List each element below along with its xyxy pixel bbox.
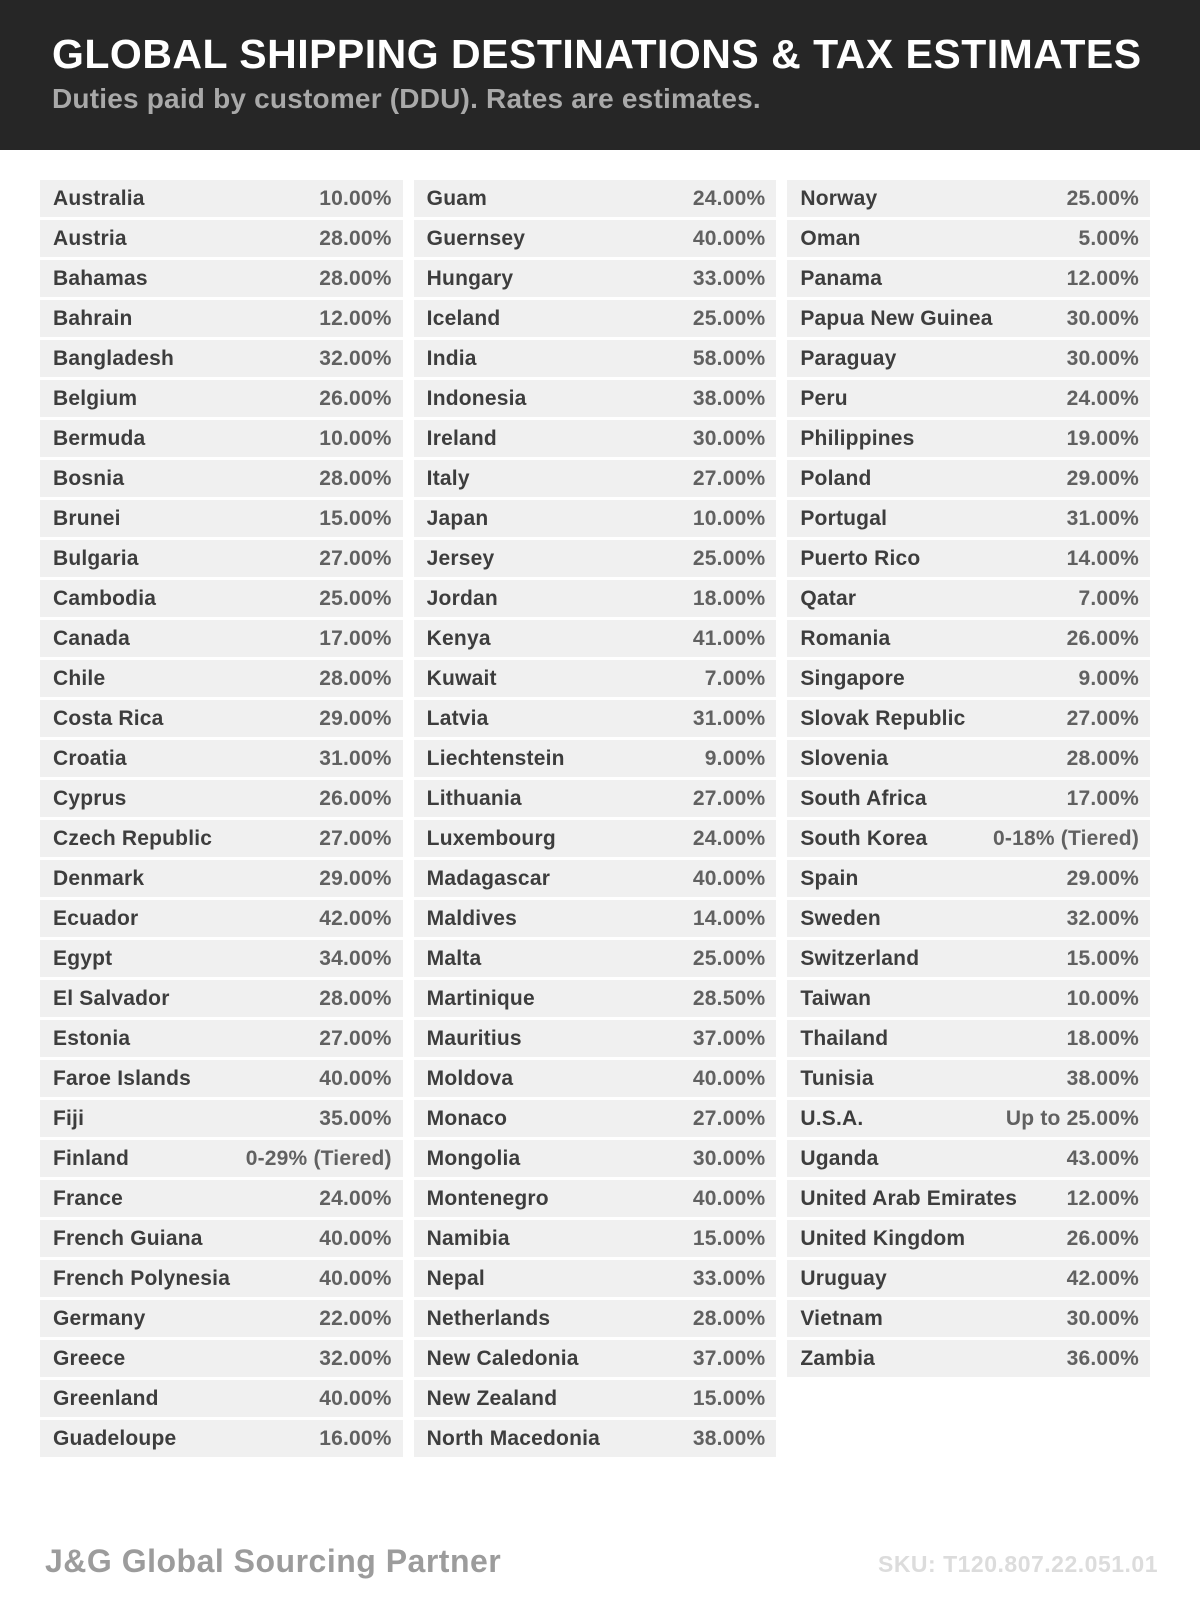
tax-rate: 26.00%: [1066, 1226, 1140, 1250]
country-name: Tunisia: [800, 1066, 874, 1090]
country-name: Cambodia: [53, 586, 157, 610]
table-row: [414, 260, 777, 297]
country-name: Nepal: [426, 1266, 485, 1290]
table-row: [787, 1220, 1150, 1257]
country-name: North Macedonia: [426, 1426, 601, 1450]
country-name: French Polynesia: [53, 1266, 231, 1290]
tax-rate: 42.00%: [1066, 1266, 1140, 1290]
tax-rate: 24.00%: [1066, 386, 1140, 410]
tax-rate: 40.00%: [692, 226, 766, 250]
table-row: [40, 540, 403, 577]
header: [0, 0, 1200, 150]
tax-rate: 30.00%: [692, 1146, 766, 1170]
table-row: [40, 460, 403, 497]
tax-rate: 10.00%: [319, 426, 392, 450]
tax-rate: 28.00%: [692, 1306, 766, 1330]
table-row: [787, 780, 1150, 817]
country-name: Costa Rica: [53, 706, 164, 730]
country-name: Papua New Guinea: [800, 306, 993, 330]
table-row: [414, 1100, 777, 1137]
country-name: Germany: [53, 1306, 146, 1330]
tax-rate: 40.00%: [692, 866, 766, 890]
table-row: [414, 540, 777, 577]
table-row: [414, 860, 777, 897]
tax-rate: 31.00%: [319, 746, 392, 770]
table-row: [414, 180, 777, 217]
table-row: [787, 1180, 1150, 1217]
table-row: [40, 700, 403, 737]
table-row: [787, 1020, 1150, 1057]
country-name: Canada: [53, 626, 131, 650]
table-row: [414, 380, 777, 417]
table-row: [40, 1180, 403, 1217]
tax-rate: 10.00%: [319, 186, 392, 210]
tax-rate: 30.00%: [692, 426, 766, 450]
table-row: [40, 940, 403, 977]
country-name: Lithuania: [426, 786, 522, 810]
table-row: [787, 860, 1150, 897]
table-row: [414, 620, 777, 657]
table-row: [414, 340, 777, 377]
tax-rate: 36.00%: [1066, 1346, 1140, 1370]
country-name: Faroe Islands: [53, 1066, 191, 1090]
table-row: [40, 260, 403, 297]
tax-rate: 15.00%: [319, 506, 392, 530]
table-row: [414, 1340, 777, 1377]
country-name: Vietnam: [800, 1306, 884, 1330]
country-name: Jersey: [426, 546, 495, 570]
table-row: [787, 180, 1150, 217]
table-row: [787, 740, 1150, 777]
tax-rate: 33.00%: [692, 266, 766, 290]
tax-rate: 31.00%: [1066, 506, 1140, 530]
table-row: [787, 540, 1150, 577]
tax-rate: 25.00%: [1066, 186, 1140, 210]
table-row: [414, 1260, 777, 1297]
tax-rate: 27.00%: [1066, 706, 1140, 730]
table-row: [40, 1220, 403, 1257]
tax-rate: 29.00%: [319, 866, 392, 890]
table-row: [40, 1300, 403, 1337]
table-row: [787, 1060, 1150, 1097]
tax-rate: 40.00%: [319, 1066, 392, 1090]
table-row: [40, 1060, 403, 1097]
table-row: [787, 820, 1150, 857]
country-name: Liechtenstein: [426, 746, 565, 770]
tax-rate: 17.00%: [319, 626, 392, 650]
tax-rate: 33.00%: [692, 1266, 766, 1290]
country-name: France: [53, 1186, 124, 1210]
country-name: Namibia: [426, 1226, 510, 1250]
tax-rate: 43.00%: [1066, 1146, 1140, 1170]
country-name: Guam: [426, 186, 487, 210]
tax-rate: 18.00%: [692, 586, 766, 610]
tax-rate: 24.00%: [692, 826, 766, 850]
tax-rate: 26.00%: [319, 786, 392, 810]
country-name: Guadeloupe: [53, 1426, 177, 1450]
country-name: Portugal: [800, 506, 888, 530]
tax-rate: 28.00%: [319, 666, 392, 690]
country-name: South Africa: [800, 786, 927, 810]
tax-rate: 7.00%: [704, 666, 766, 690]
country-name: Switzerland: [800, 946, 920, 970]
table-row: [414, 1140, 777, 1177]
country-name: Austria: [53, 226, 127, 250]
country-name: Hungary: [426, 266, 514, 290]
country-name: El Salvador: [53, 986, 170, 1010]
country-name: Latvia: [426, 706, 489, 730]
table-row: [787, 1340, 1150, 1377]
tax-rate: 37.00%: [692, 1026, 766, 1050]
footer: [45, 1543, 1158, 1580]
country-name: Romania: [800, 626, 891, 650]
country-name: Guernsey: [426, 226, 526, 250]
tax-rate: 7.00%: [1078, 586, 1140, 610]
tax-rate: Up to 25.00%: [1005, 1106, 1140, 1130]
table-row: [40, 1340, 403, 1377]
country-name: Greenland: [53, 1386, 159, 1410]
table-row: [787, 980, 1150, 1017]
table-row: [414, 1180, 777, 1217]
tax-rate: 27.00%: [319, 1026, 392, 1050]
table-row: [40, 820, 403, 857]
country-name: Japan: [426, 506, 489, 530]
tax-rate: 16.00%: [319, 1426, 392, 1450]
table-row: [414, 900, 777, 937]
tax-rate: 27.00%: [692, 786, 766, 810]
country-name: Bosnia: [53, 466, 125, 490]
tax-rate: 14.00%: [692, 906, 766, 930]
rates-column-2: [414, 180, 777, 1460]
country-name: Mauritius: [426, 1026, 522, 1050]
tax-rate: 28.00%: [1066, 746, 1140, 770]
tax-rate: 27.00%: [692, 1106, 766, 1130]
tax-rate: 37.00%: [692, 1346, 766, 1370]
country-name: Montenegro: [426, 1186, 549, 1210]
country-name: Denmark: [53, 866, 145, 890]
table-row: [787, 1300, 1150, 1337]
country-name: Oman: [800, 226, 861, 250]
table-row: [787, 460, 1150, 497]
country-name: Zambia: [800, 1346, 876, 1370]
country-name: Puerto Rico: [800, 546, 921, 570]
tax-rate: 9.00%: [1078, 666, 1140, 690]
table-row: [787, 300, 1150, 337]
country-name: India: [426, 346, 477, 370]
table-row: [40, 900, 403, 937]
country-name: Italy: [426, 466, 470, 490]
tax-rate: 26.00%: [1066, 626, 1140, 650]
country-name: Indonesia: [426, 386, 527, 410]
tax-rate: 42.00%: [319, 906, 392, 930]
country-name: Madagascar: [426, 866, 551, 890]
country-name: Malta: [426, 946, 482, 970]
country-name: Poland: [800, 466, 872, 490]
table-row: [40, 380, 403, 417]
table-row: [414, 420, 777, 457]
brand-name: J&G Global Sourcing Partner: [45, 1543, 502, 1579]
page-subtitle: Duties paid by customer (DDU). Rates are estimates.: [52, 83, 761, 115]
table-row: [414, 220, 777, 257]
tax-rate: 10.00%: [1066, 986, 1140, 1010]
tax-rate: 28.50%: [692, 986, 766, 1010]
table-row: [787, 1260, 1150, 1297]
country-name: United Kingdom: [800, 1226, 966, 1250]
tax-rate: 28.00%: [319, 466, 392, 490]
table-row: [40, 980, 403, 1017]
tax-rate: 30.00%: [1066, 1306, 1140, 1330]
country-name: Australia: [53, 186, 145, 210]
tax-rate: 38.00%: [692, 386, 766, 410]
country-name: Netherlands: [426, 1306, 551, 1330]
tax-rate: 24.00%: [319, 1186, 392, 1210]
tax-rate: 35.00%: [319, 1106, 392, 1130]
tax-rate: 15.00%: [1066, 946, 1140, 970]
country-name: Thailand: [800, 1026, 889, 1050]
table-row: [787, 500, 1150, 537]
table-row: [787, 940, 1150, 977]
table-row: [414, 1380, 777, 1417]
country-name: Iceland: [426, 306, 501, 330]
country-name: Uganda: [800, 1146, 879, 1170]
country-name: Uruguay: [800, 1266, 887, 1290]
table-row: [787, 1140, 1150, 1177]
country-name: Croatia: [53, 746, 127, 770]
tax-rate: 10.00%: [692, 506, 766, 530]
country-name: Qatar: [800, 586, 857, 610]
table-row: [414, 1060, 777, 1097]
country-name: Ireland: [426, 426, 497, 450]
rates-column-3: [787, 180, 1150, 1460]
table-row: [40, 1380, 403, 1417]
table-row: [414, 500, 777, 537]
country-name: Estonia: [53, 1026, 131, 1050]
country-name: Czech Republic: [53, 826, 213, 850]
country-name: Bahrain: [53, 306, 133, 330]
table-row: [40, 180, 403, 217]
table-row: [40, 860, 403, 897]
tax-rate: 5.00%: [1078, 226, 1140, 250]
tax-rate: 0-18% (Tiered): [993, 826, 1140, 850]
country-name: Panama: [800, 266, 883, 290]
country-name: Monaco: [426, 1106, 508, 1130]
tax-rate: 40.00%: [692, 1186, 766, 1210]
country-name: Luxembourg: [426, 826, 556, 850]
country-name: Slovenia: [800, 746, 889, 770]
table-row: [414, 780, 777, 817]
country-name: Chile: [53, 666, 106, 690]
table-row: [414, 1220, 777, 1257]
country-name: Slovak Republic: [800, 706, 966, 730]
tax-rate: 15.00%: [692, 1386, 766, 1410]
country-name: Moldova: [426, 1066, 514, 1090]
country-name: Taiwan: [800, 986, 872, 1010]
rates-column-1: [40, 180, 403, 1460]
tax-rate: 30.00%: [1066, 346, 1140, 370]
table-row: [40, 740, 403, 777]
country-name: Fiji: [53, 1106, 85, 1130]
table-row: [40, 1140, 403, 1177]
table-row: [787, 700, 1150, 737]
table-row: [414, 300, 777, 337]
country-name: New Caledonia: [426, 1346, 579, 1370]
table-row: [787, 900, 1150, 937]
tax-rate: 32.00%: [1066, 906, 1140, 930]
table-row: [40, 500, 403, 537]
country-name: Belgium: [53, 386, 138, 410]
table-row: [787, 660, 1150, 697]
country-name: Maldives: [426, 906, 517, 930]
table-row: [414, 740, 777, 777]
tax-rate: 40.00%: [319, 1386, 392, 1410]
country-name: Spain: [800, 866, 859, 890]
table-row: [40, 1420, 403, 1457]
tax-rate: 38.00%: [692, 1426, 766, 1450]
table-row: [787, 380, 1150, 417]
tax-rate: 25.00%: [692, 946, 766, 970]
tax-rate: 25.00%: [319, 586, 392, 610]
tax-rate: 29.00%: [319, 706, 392, 730]
tax-rate: 34.00%: [319, 946, 392, 970]
tax-rate: 14.00%: [1066, 546, 1140, 570]
tax-rate: 28.00%: [319, 986, 392, 1010]
table-row: [40, 1100, 403, 1137]
table-row: [414, 460, 777, 497]
tax-rate: 12.00%: [1066, 1186, 1140, 1210]
table-row: [40, 1020, 403, 1057]
tax-rate: 25.00%: [692, 546, 766, 570]
country-name: Finland: [53, 1146, 130, 1170]
tax-rate: 18.00%: [1066, 1026, 1140, 1050]
country-name: Jordan: [426, 586, 498, 610]
table-row: [414, 660, 777, 697]
country-name: Philippines: [800, 426, 915, 450]
country-name: U.S.A.: [800, 1106, 864, 1130]
table-row: [40, 420, 403, 457]
tax-rate: 28.00%: [319, 226, 392, 250]
table-row: [40, 220, 403, 257]
table-row: [40, 300, 403, 337]
table-row: [787, 340, 1150, 377]
country-name: Egypt: [53, 946, 113, 970]
sku-label: SKU: T120.807.22.051.01: [877, 1551, 1158, 1577]
country-name: Paraguay: [800, 346, 897, 370]
tax-rate: 27.00%: [319, 826, 392, 850]
country-name: Bulgaria: [53, 546, 139, 570]
tax-rate: 30.00%: [1066, 306, 1140, 330]
table-row: [40, 660, 403, 697]
country-name: French Guiana: [53, 1226, 203, 1250]
table-row: [787, 580, 1150, 617]
country-name: Mongolia: [426, 1146, 521, 1170]
table-row: [414, 980, 777, 1017]
country-name: Norway: [800, 186, 878, 210]
table-row: [414, 1420, 777, 1457]
tax-rate: 9.00%: [704, 746, 766, 770]
table-row: [40, 780, 403, 817]
country-name: Bermuda: [53, 426, 146, 450]
country-name: Peru: [800, 386, 848, 410]
tax-rate: 32.00%: [319, 1346, 392, 1370]
country-name: Kuwait: [426, 666, 497, 690]
country-name: Bahamas: [53, 266, 148, 290]
tax-rate: 12.00%: [319, 306, 392, 330]
tax-rate: 41.00%: [692, 626, 766, 650]
tax-rate: 27.00%: [692, 466, 766, 490]
tax-rate: 38.00%: [1066, 1066, 1140, 1090]
table-row: [787, 260, 1150, 297]
table-row: [414, 1020, 777, 1057]
tax-rate: 26.00%: [319, 386, 392, 410]
tax-rate: 19.00%: [1066, 426, 1140, 450]
table-row: [787, 220, 1150, 257]
table-row: [414, 820, 777, 857]
tax-rate: 17.00%: [1066, 786, 1140, 810]
table-row: [414, 580, 777, 617]
country-name: Bangladesh: [53, 346, 175, 370]
country-name: Singapore: [800, 666, 905, 690]
tax-rate: 29.00%: [1066, 866, 1140, 890]
country-name: Greece: [53, 1346, 126, 1370]
country-name: United Arab Emirates: [800, 1186, 1018, 1210]
tax-rate: 0-29% (Tiered): [245, 1146, 392, 1170]
table-row: [414, 940, 777, 977]
tax-rate: 22.00%: [319, 1306, 392, 1330]
tax-rate: 58.00%: [692, 346, 766, 370]
table-row: [40, 620, 403, 657]
country-name: New Zealand: [426, 1386, 558, 1410]
page-title: GLOBAL SHIPPING DESTINATIONS & TAX ESTIMATES: [52, 31, 1142, 77]
country-name: Ecuador: [53, 906, 139, 930]
tax-rate: 15.00%: [692, 1226, 766, 1250]
country-name: Brunei: [53, 506, 121, 530]
tax-rate: 27.00%: [319, 546, 392, 570]
country-name: Martinique: [426, 986, 535, 1010]
table-row: [40, 1260, 403, 1297]
table-row: [414, 1300, 777, 1337]
tax-rate: 25.00%: [692, 306, 766, 330]
tax-rate: 29.00%: [1066, 466, 1140, 490]
table-row: [787, 620, 1150, 657]
tax-rate: 32.00%: [319, 346, 392, 370]
table-row: [787, 1100, 1150, 1137]
tax-rate: 28.00%: [319, 266, 392, 290]
tax-rate: 40.00%: [319, 1226, 392, 1250]
table-row: [40, 340, 403, 377]
tax-rate: 24.00%: [692, 186, 766, 210]
tax-rate: 40.00%: [692, 1066, 766, 1090]
country-name: South Korea: [800, 826, 928, 850]
tax-rate: 31.00%: [692, 706, 766, 730]
table-row: [414, 700, 777, 737]
country-name: Kenya: [426, 626, 491, 650]
country-name: Sweden: [800, 906, 881, 930]
country-name: Cyprus: [53, 786, 127, 810]
table-row: [40, 580, 403, 617]
rates-table: [40, 180, 1150, 1460]
tax-rate: 40.00%: [319, 1266, 392, 1290]
tax-rate: 12.00%: [1066, 266, 1140, 290]
table-row: [787, 420, 1150, 457]
